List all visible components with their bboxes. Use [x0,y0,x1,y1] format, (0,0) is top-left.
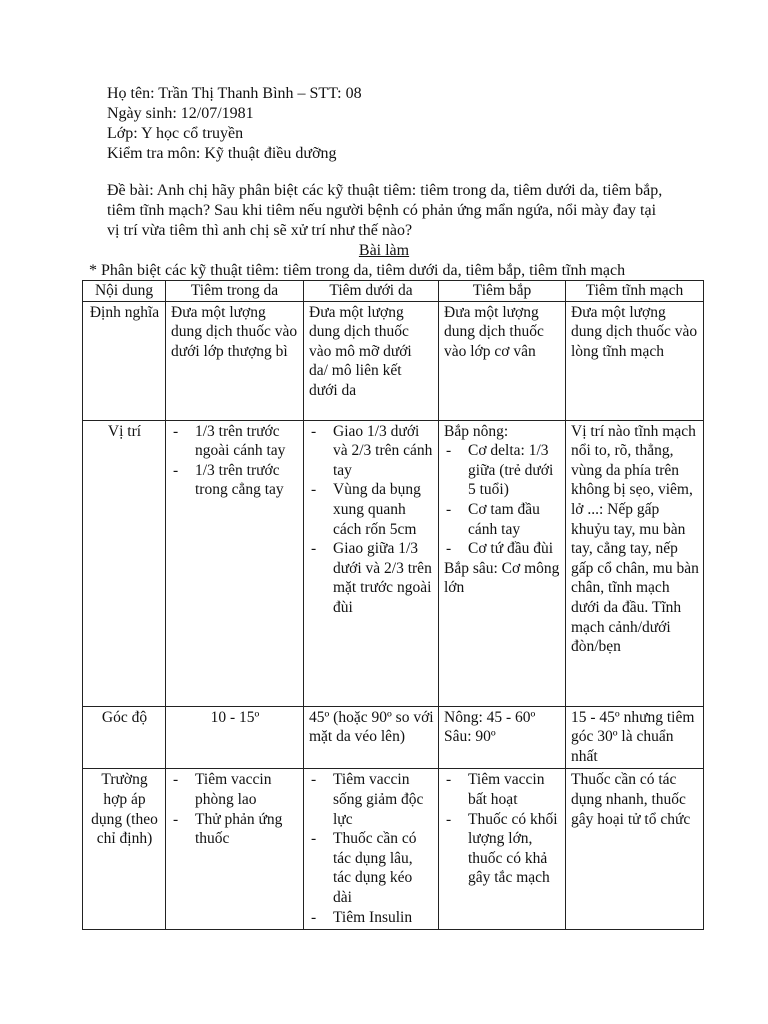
usage-intramuscular [439,769,566,930]
answer-heading: Bài làm [358,242,410,259]
class-line: Lớp: Y học cổ truyền [107,125,244,142]
answer-intro: * Phân biệt các kỹ thuật tiêm: tiêm trong da, tiêm dưới da, tiêm bắp, tiêm tĩnh mạch [89,262,626,279]
definition-subcutaneous: Đưa một lượng dung dịch thuốc vào mô mỡ dưới da/ mô liên kết dưới da [304,301,439,420]
table-row-angle [83,706,704,769]
exam-prompt: Đề bài: Anh chị hãy phân biệt các kỹ thuật tiêm: tiêm trong da, tiêm dưới da, tiêm bắp, tiêm tĩnh mạch? Sau khi tiêm nếu người bệnh có phản ứng mẩn ngứa, nổi mày đay tại vị trí vừa tiêm thì anh chị sẽ xử trí như thế nào? [107,182,663,239]
angle-subcutaneous: 45º (hoặc 90º so với mặt da véo lên) [304,706,439,769]
angle-deep: Sâu: 90º [444,728,496,746]
student-name-line: Họ tên: Trần Thị Thanh Bình – STT: 08 [107,85,362,102]
list-item: - Cơ tam đầu cánh tay [444,500,561,539]
angle-intravenous: 15 - 45º nhưng tiêm góc 30º là chuẩn nhất [566,706,704,769]
list-item: - Cơ delta: 1/3 giữa (trẻ dưới 5 tuổi) [444,441,561,500]
row-label-usage: Trường hợp áp dụng (theo chỉ định) [83,769,166,930]
location-intramuscular [439,420,566,706]
location-subcutaneous [304,420,439,706]
row-label-location: Vị trí [83,420,166,706]
date-of-birth-line: Ngày sinh: 12/07/1981 [107,105,254,122]
list-item: - Thử phản ứng thuốc [171,810,299,849]
list-item: - Tiêm vaccin sống giảm độc lực [309,770,434,829]
location-intravenous: Vị trí nào tĩnh mạch nổi to, rõ, thẳng, vùng da phía trên không bị sẹo, viêm, lở ...: Nếp gấp khuỷu tay, mu bàn tay, cẳng tay, nếp gấp cổ chân, mu bàn chân, tĩnh mạch dưới da đầu. Tĩnh mạch cảnh/dưới đòn/bẹn [566,420,704,706]
header-subcutaneous: Tiêm dưới da [304,281,439,302]
table-row-location [83,420,704,706]
table-row-definition [83,301,704,420]
usage-intravenous: Thuốc cần có tác dụng nhanh, thuốc gây hoại tử tổ chức [566,769,704,930]
definition-intramuscular: Đưa một lượng dung dịch thuốc vào lớp cơ vân [439,301,566,420]
header-intradermal: Tiêm trong da [166,281,304,302]
table-row-usage [83,769,704,930]
usage-subcutaneous [304,769,439,930]
list-item: - Tiêm Insulin [309,908,434,928]
injection-comparison-table [82,280,704,930]
list-item: - Thuốc cần có tác dụng lâu, tác dụng kéo dài [309,829,434,907]
list-item: - Tiêm vaccin phòng lao [171,770,299,809]
list-item: - Thuốc có khối lượng lớn, thuốc có khả gây tắc mạch [444,810,561,888]
table-header-row [83,281,704,302]
header-intravenous: Tiêm tĩnh mạch [566,281,704,302]
subject-line: Kiểm tra môn: Kỹ thuật điều dưỡng [107,145,337,162]
list-item: - Giao giữa 1/3 dưới và 2/3 trên mặt trước ngoài đùi [309,539,434,617]
deep-muscle-label: Bắp sâu: Cơ mông lớn [444,559,560,597]
shallow-muscle-label: Bắp nông: [444,422,509,440]
list-item: - Giao 1/3 dưới và 2/3 trên cánh tay [309,422,434,481]
usage-intradermal [166,769,304,930]
angle-shallow: Nông: 45 - 60º [444,708,536,726]
row-label-angle: Góc độ [83,706,166,769]
row-label-definition: Định nghĩa [83,301,166,420]
list-item: - 1/3 trên trước trong cẳng tay [171,461,299,500]
list-item: - Cơ tứ đầu đùi [444,539,561,559]
angle-intramuscular [439,706,566,769]
definition-intradermal: Đưa một lượng dung dịch thuốc vào dưới lớp thượng bì [166,301,304,420]
location-intradermal [166,420,304,706]
angle-intradermal: 10 - 15º [166,706,304,769]
list-item: - 1/3 trên trước ngoài cánh tay [171,422,299,461]
list-item: - Vùng da bụng xung quanh cách rốn 5cm [309,480,434,539]
definition-intravenous: Đưa một lượng dung dịch thuốc vào lòng tĩnh mạch [566,301,704,420]
list-item: - Tiêm vaccin bất hoạt [444,770,561,809]
header-intramuscular: Tiêm bắp [439,281,566,302]
header-content: Nội dung [83,281,166,302]
